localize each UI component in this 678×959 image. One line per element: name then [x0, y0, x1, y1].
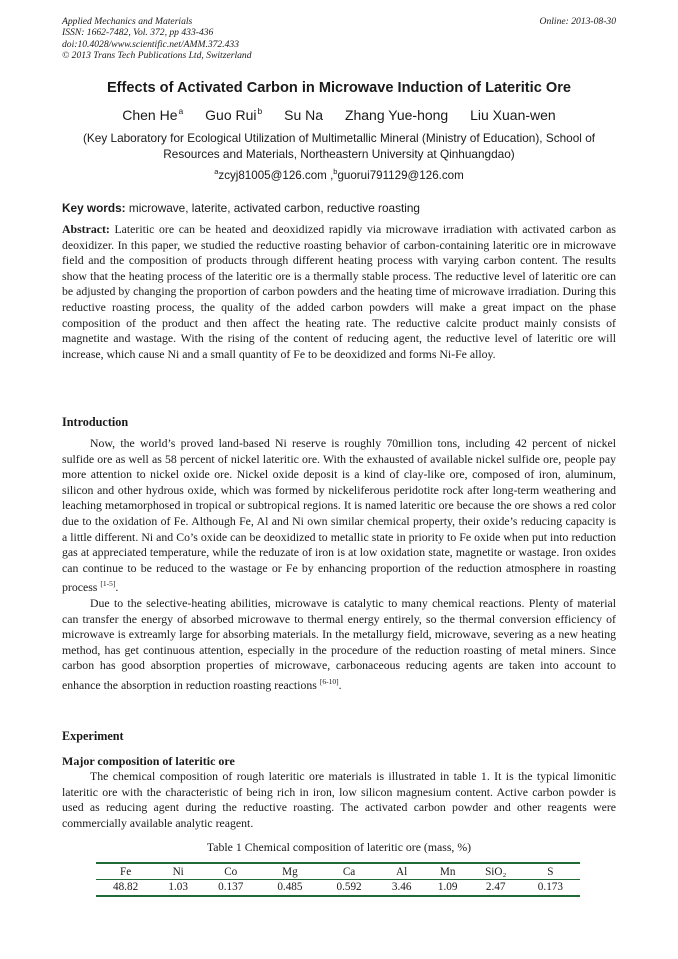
- citation[interactable]: [6-10]: [319, 676, 339, 686]
- column-header: Mg: [260, 863, 319, 880]
- online-date: Online: 2013-08-30: [539, 16, 616, 27]
- issn-line: ISSN: 1662-7482, Vol. 372, pp 433-436: [62, 27, 214, 39]
- column-header: Ni: [155, 863, 201, 880]
- email-b[interactable]: guorui791129@126.com: [337, 169, 464, 182]
- abstract-label: Abstract:: [62, 222, 110, 236]
- section-heading-experiment: Experiment: [62, 729, 124, 743]
- paragraph: The chemical composition of rough lateritic ore materials is illustrated in table 1. It is the typical limonitic lateritic ore with the characteristic of being rich in iron, low silicon magnesium content. Active carbon powder is used as reducing agent during the reductive roasting. The activated carbon powder and other reagents were commercially available analytic reagent.: [62, 769, 616, 830]
- author-list: [40, 106, 638, 123]
- author-emails: $^a$zcyj81005@126.com ,$^b$guorui791129@126.com: [214, 167, 464, 182]
- column-header: S: [521, 863, 580, 880]
- table-header-row: [96, 863, 580, 880]
- table-cell: 1.03: [168, 881, 188, 893]
- column-header: Fe: [96, 863, 155, 880]
- column-header: Mn: [425, 863, 471, 880]
- table-cell: 0.485: [277, 881, 303, 893]
- doi-line: doi:10.4028/www.scientific.net/AMM.372.433: [62, 38, 240, 50]
- abstract-text: Lateritic ore can be heated and deoxidized rapidly via microwave irradiation with activated carbon as deoxidizer. In this paper, we studied the reductive roasting behavior of carbon-containing lateritic ore in microwave field and the composition of products through different heating process with varying carbon content. The results show that the heating process of the lateritic ore is a thermally stable process. The reductive level of lateritic ore can be adjusted by changing the proportion of carbon powders and the heating time of microwave irradiation. During this reductive roasting process, the quality of the added carbon powders will make a great impact on the phase composition of the product and then affect the heating rate. The reductive calcite product mainly consists of magnetite and wastage. With the rising of the content of reducing agent, the reductive level of lateritic ore will increase, which cause Ni and a small quantity of Fe to be deoxidized and forms Ni-Fe alloy.: [62, 222, 616, 361]
- experiment-body: [62, 769, 616, 831]
- paper-title: Effects of Activated Carbon in Microwave Induction of Lateritic Ore: [106, 80, 572, 96]
- running-header: [62, 16, 616, 62]
- journal-name: Applied Mechanics and Materials: [62, 16, 193, 27]
- introduction-body: [62, 436, 616, 694]
- keywords-label: Key words:: [62, 201, 126, 215]
- table-cell: 0.137: [218, 881, 244, 893]
- author: Chen He$^a$: [122, 106, 184, 123]
- table-cell: 0.592: [336, 881, 362, 893]
- author: Liu Xuan-wen: [470, 107, 556, 123]
- table-cell: 3.46: [391, 881, 412, 893]
- table-cell: 2.47: [485, 881, 506, 893]
- copyright-line: © 2013 Trans Tech Publications Ltd, Switzerland: [62, 50, 252, 62]
- keywords-text: microwave, laterite, activated carbon, reductive roasting: [125, 201, 420, 215]
- paragraph: Due to the selective-heating abilities, microwave is catalytic to many chemical reactions. Plenty of material can transfer the energy of absorbed microwave to thermal energy entirely, so the thermal conversion efficiency of microwave is extreamly large for absorbing materials. In the metallurgy field, microwave, severing as a new heating method, has get continuous attention, especially in the procedure of the reduction roasting of metal miners. Since carbon has good absorption properties of microwave, carbonaceous reducing agents are taken into account to enhance the absorption in reduction roasting reactions [6-10].: [62, 595, 616, 692]
- table-caption: Table 1 Chemical composition of lateritic ore (mass, %): [206, 840, 472, 854]
- subsection-heading: Major composition of lateritic ore: [62, 754, 235, 768]
- column-header: Co: [201, 863, 260, 880]
- composition-table: [96, 862, 580, 897]
- affiliation: (Key Laboratory for Ecological Utilization of Multimetallic Mineral (Ministry of Education), School of Resources and Materials, Northeastern University at Qinhuangdao): [82, 131, 596, 161]
- section-heading-introduction: Introduction: [62, 415, 129, 429]
- email-a[interactable]: zcyj81005@126.com: [218, 169, 327, 182]
- column-header: Ca: [319, 863, 378, 880]
- citation[interactable]: [1-5]: [100, 579, 116, 589]
- keywords: [62, 201, 616, 215]
- author: Zhang Yue-hong: [344, 107, 449, 123]
- paragraph: Now, the world’s proved land-based Ni reserve is roughly 70million tons, including 42 percent of nickel sulfide ore as well as 58 percent of nickel lateritic ore. With the exhausted of available nickel sulfide ore, people pay more attention to nickel oxide ore. Nickel oxide deposit is a kind of clay-like ore, composed of iron, aluminum, silicon and other hydrous oxide, which was formed by nickeliferous peridotite rock after long-term weathering and leaching metamorphosed in tropical or subtropical regions. It is named lateritic ore because the ore shows a red color due to the oxidation of Fe. Although Fe, Al and Ni own similar chemical property, their oxide’s reducing capacity is a little different. Ni and Co’s oxide can be deoxidized to metallic state in priority to Fe oxide when put into reduction gas at appreciated temperature, while the reduzate of iron is at low oxidation state, magnetite or wastage. Iron oxides can continue to be reduced to the wastage or Fe by enhancing proportion of the reduction atmosphere in roasting process [1-5].: [62, 436, 616, 595]
- column-header: Al: [379, 863, 425, 880]
- table-cell: 48.82: [112, 881, 139, 893]
- abstract: [62, 222, 616, 362]
- table-cell: 0.173: [537, 881, 563, 893]
- table-cell: 1.09: [437, 881, 458, 893]
- author: Su Na: [284, 107, 324, 123]
- author: Guo Rui$^b$: [205, 106, 263, 123]
- table-row: [96, 880, 580, 897]
- column-header: SiO₂: [471, 863, 521, 880]
